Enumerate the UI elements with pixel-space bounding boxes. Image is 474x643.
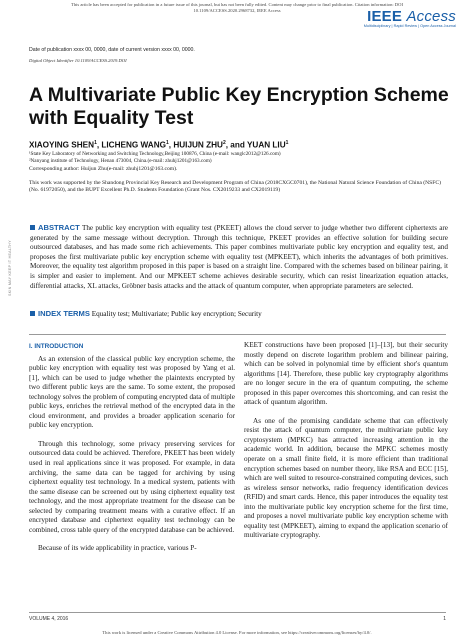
author-name: XIAOYING SHEN [29,140,95,150]
index-terms [30,309,448,320]
notice-line-1: This article has been accepted for publication in a future issue of this journal, but has not been fully edited. Content may change prior to final publication. Citation information: DOI [71,2,403,7]
intro-paragraph-4: KEET constructions have been proposed [1]–[13], but their security mostly depend on discrete logarithm problem and bilinear pairing, which can be solved in polynomial time by efficient shor's quantum algorithms [14]. Therefore, these public key cryptography algorithms are no longer secure in the era of quantum computing, the scheme proposed in this paper overcomes this shortcoming, and can resist the attack of quantum algorithm. [244,341,448,407]
abstract-text: The public key encryption with equality test (PKEET) allows the cloud server to judge whether two different ciphertexts are generated by the same message without decryption. Through this technique, PKEET provides an effective solution for building secure outsourced databases, and has made some rich achievements. This paper combines multivariate public key encryption and equality test, and proposes the first multivariate public key encryption scheme with equality test (MPKEET), which inherits the advantages of both primitives. Moreover, the equality test algorithm proposed in this paper is based on a straight line. Compared with the schemes based on bilinear pairing, it is simpler and easier to implement. And our MPKEET scheme achieves desirable security, which can resist linearization equation attacks, differential attacks, XL attacks, Gröbner basis attacks and the attack of quantum computer, when appropriate parameters are selected. [30,224,448,290]
author-affiliation-mark: 1 [285,140,289,146]
author-separator: , [168,140,174,150]
author-separator: , and [225,140,247,150]
license-notice: This work is licensed under a Creative Commons Attribution 4.0 License. For more information, see https://creativecommons.org/licenses/by/4.0/. [102,630,372,635]
author-list [29,140,288,150]
body-column-left [29,342,235,554]
affiliation-1: ¹State Key Laboratory of Networking and Switching Technology,Beijing 100876, China (e-mail: wanglc2012@126.com) [29,151,281,157]
side-margin-label: SKIN MAY KEEP IT HEALTHY [8,240,12,296]
body-column-right [244,341,448,541]
footer-volume: VOLUME 4, 2016 [29,616,69,622]
author-affiliation-mark: 2 [222,140,226,146]
paper-title: A Multivariate Public Key Encryption Scheme with Equality Test [29,84,449,129]
notice-line-2: 10.1109/ACCESS.2020.2968732, IEEE Access [193,8,281,13]
index-terms-text: Equality test; Multivariate; Public key encryption; Security [91,310,262,318]
index-terms-heading: INDEX TERMS [38,309,90,318]
author-affiliation-mark: 1 [94,140,97,146]
publication-dates: Date of publication xxxx 00, 0000, date of current version xxxx 00, 0000. [29,47,195,53]
abstract-marker-icon [30,225,35,230]
section-divider [29,334,446,335]
abstract [30,223,448,291]
author-name: HUIJUN ZHU [173,140,223,150]
doi-line: Digital Object Identifier 10.1109/ACCESS.2019.DOI [29,58,127,63]
author-name: LICHENG WANG [101,140,166,150]
author-affiliation-mark: 1 [166,140,169,146]
intro-paragraph-3: Because of its wide applicability in practice, various P- [38,544,197,553]
funding-statement: This work was supported by the Shandong Provincial Key Research and Development Program of China (2018CXGC0701), the National Natural Science Foundation of China (NSFC) (No. 61972050), and the BUPT Excellent Ph.D. Students Foundation (Grant Nos. CX2019233 and CX2019119) [29,180,441,193]
author-separator: , [96,140,102,150]
journal-tagline: Multidisciplinary | Rapid Review | Open Access Journal [363,24,456,28]
journal-logo [364,8,456,28]
index-terms-marker-icon [30,311,35,316]
intro-paragraph-1: As an extension of the classical public key encryption scheme, the public key encryption with equality test was proposed by Yang et al. [1], which can be used to judge whether the plaintexts encrypted by two different public keys are the same. To some extent, the proposed technology solves the problem of computing encrypted data of multiple public keys, enriches the retrieval method of the encrypted data in the cloud environment, and provides a broader application scenario for public key encryption. [29,354,235,430]
intro-paragraph-5: As one of the promising candidate scheme that can effectively resist the attack of quantum computer, the multivariate public key cryptosystem (MPKC) has attracted increasing attention in the academic world. In addition, because the MPKC schemes mostly operate on a small finite field, it is more efficient than traditional encryption schemes based on number theory, like RSA and ECC [15], which are well suited to resource-constrained computing devices, such as wireless sensor networks, radio frequency identification devices (RFID) and smart cards. Hence, this paper introduces the equality test into the multivariate public key encryption scheme for the first time, and proposes a novel multivariate public key encryption scheme with equality test (MPKEET), aiming to expand the application scenario of multivariate cryptography. [244,416,448,540]
footer-page-number: 1 [443,616,446,622]
section-heading-introduction: I. INTRODUCTION [29,343,84,350]
affiliation-2: ²Nanyang institute of Technology, Henan 473004, China.(e-mail: zhuhj1201@163.com) [29,157,212,164]
affiliations [29,151,281,164]
corresponding-author: Corresponding author: Huijun Zhu(e-mail: zhuhj1201@163.com). [29,166,178,172]
journal-logo-text [364,8,456,25]
logo-access: Access [406,8,456,25]
logo-ieee: IEEE [367,8,403,25]
footer-divider [29,612,446,613]
abstract-heading: ABSTRACT [38,223,80,232]
intro-paragraph-2: Through this technology, some privacy preserving services for outsourced data could be achieved. Therefore, PKEET has been widely used in real applications since it was proposed. For example, in data archiving, the same data can be tagged for archiving by using ciphertext equality test technology. In a medical system, patients with the same disease can be screened out by using ciphertext equality test technology, and the most appropriate treatment for the disease can be selected by comparing treatment means with a curative effect. If an encrypted database and ciphertext equality test technology can be combined, cross table query of the encrypted database can be achieved. [29,439,235,534]
author-name: YUAN LIU [246,140,286,150]
